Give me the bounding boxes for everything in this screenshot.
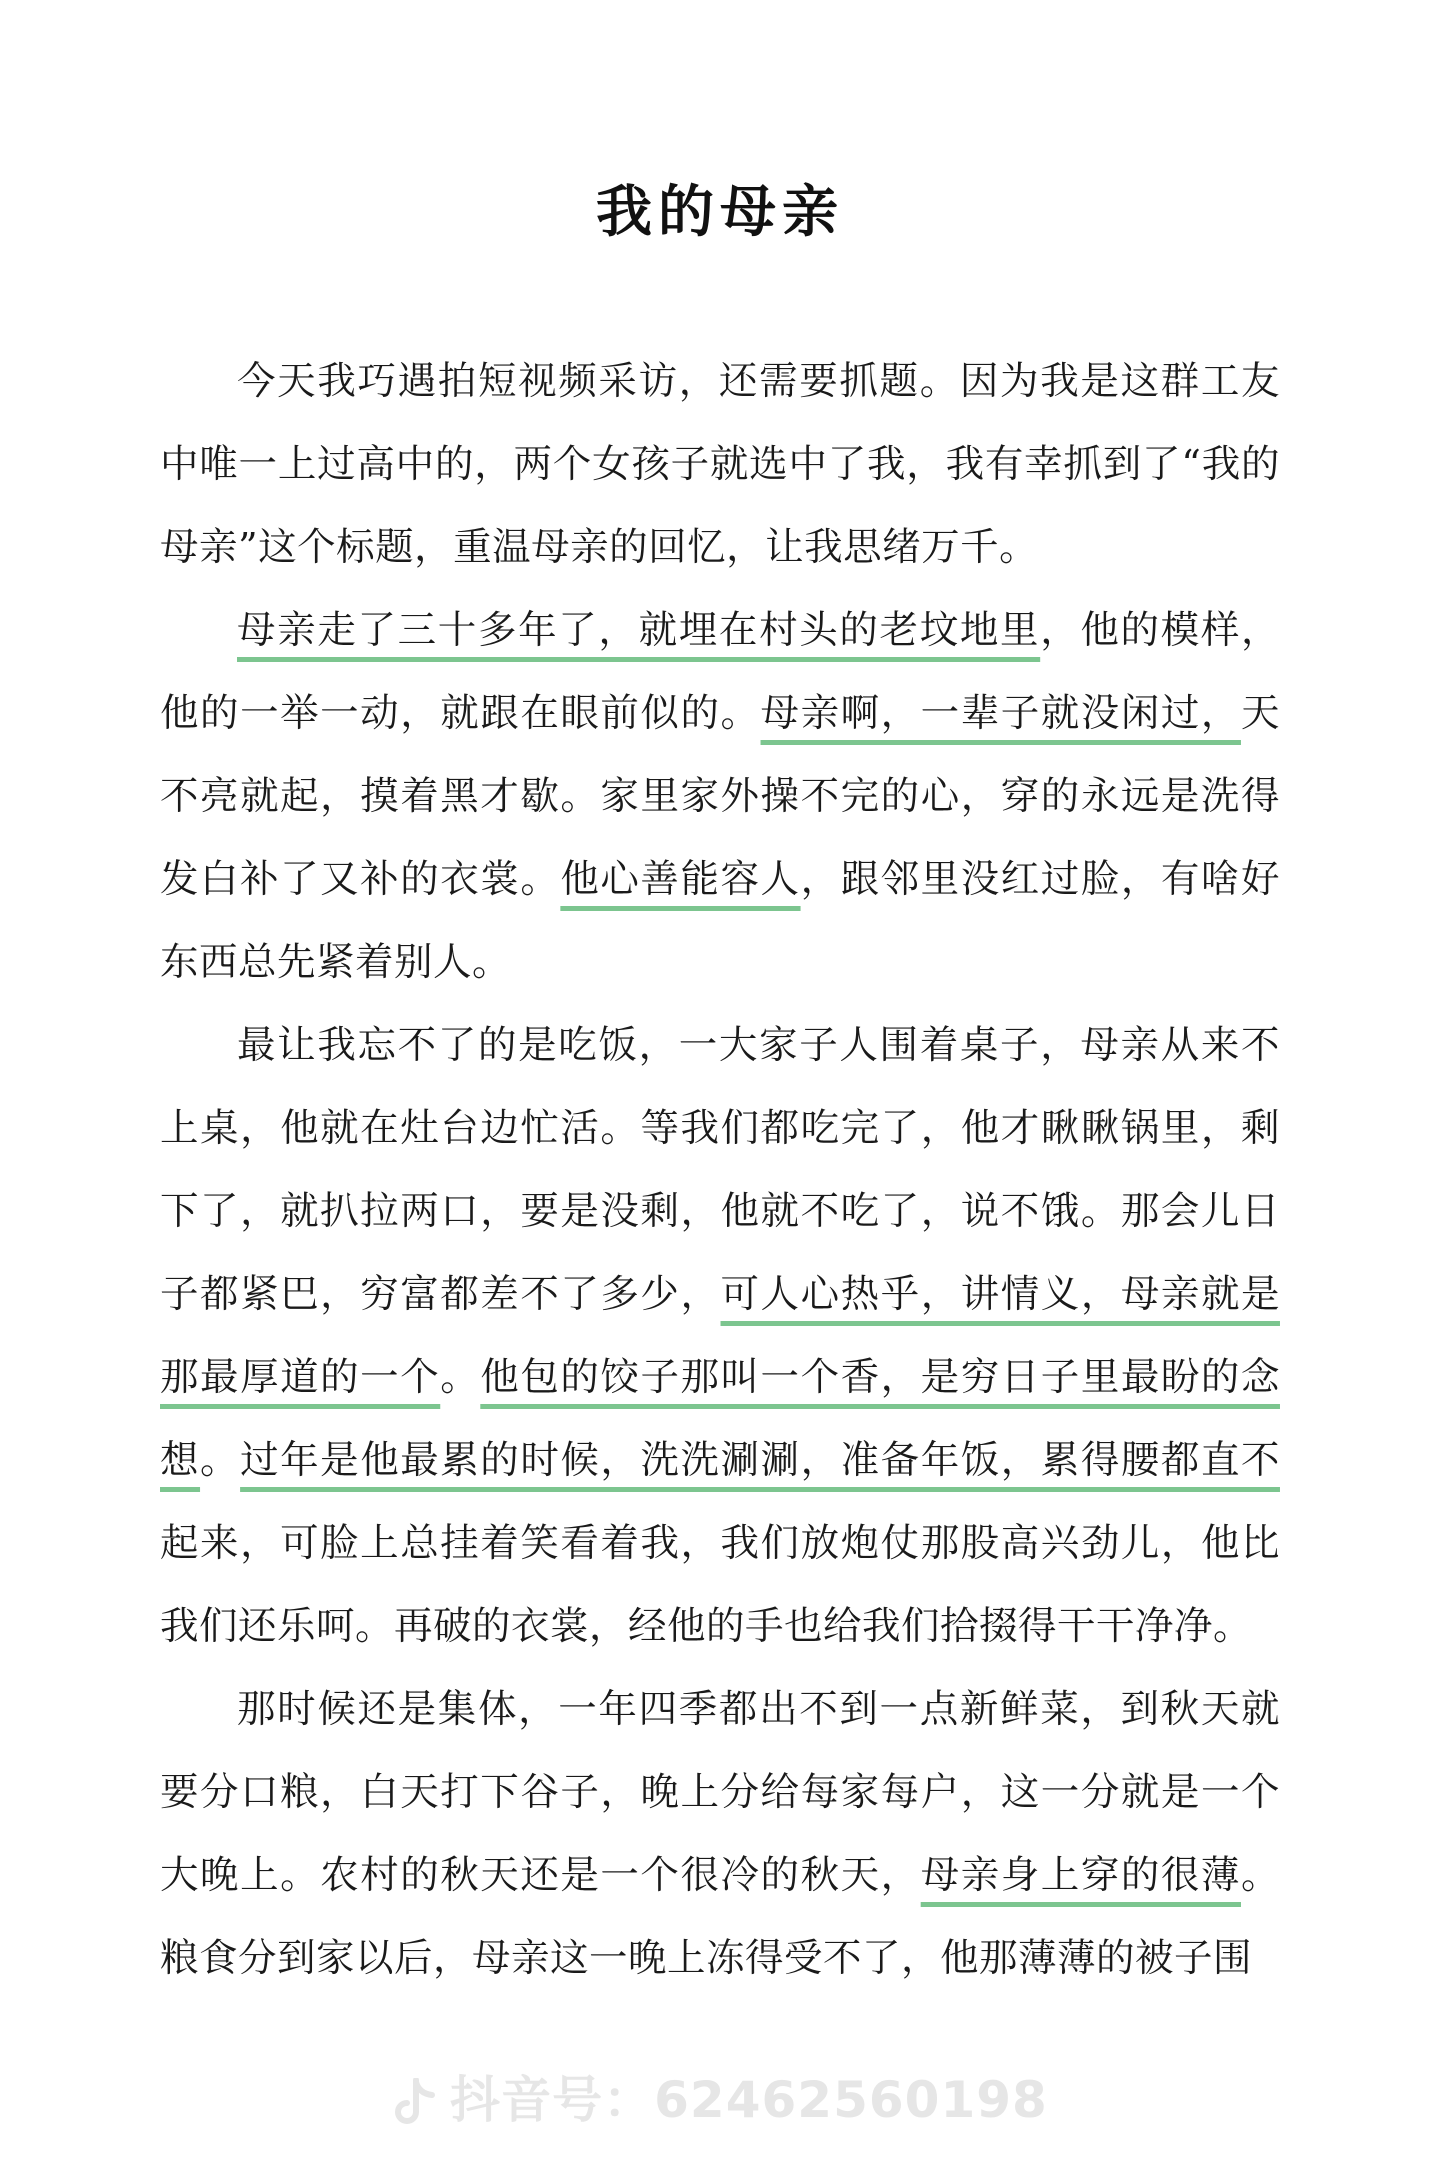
watermark bbox=[0, 2060, 1440, 2132]
text-run: 。 bbox=[200, 1438, 241, 1483]
paragraph bbox=[160, 1668, 1280, 2000]
paragraph bbox=[160, 1004, 1280, 1668]
text-run: 今天我巧遇拍短视频采访，还需要抓题。因为我是这群工友中唯一上过高中的，两个女孩子就选中了我，我有幸抓到了“我的母亲”这个标题，重温母亲的回忆，让我思绪万千。 bbox=[160, 359, 1280, 570]
text-run: ，他的模样，他的一举一动，就跟在眼前似的。 bbox=[160, 608, 1280, 736]
text-run: ，跟邻里没红过脸，有啥好东西总先紧着别人。 bbox=[160, 857, 1280, 985]
text-run: 。 bbox=[440, 1355, 481, 1400]
highlighted-text: 过年是他最累的时候，洗洗涮涮，准备年饭，累得腰都直不 bbox=[240, 1438, 1280, 1483]
paragraph bbox=[160, 340, 1280, 589]
text-run: 最让我忘不了的是吃饭，一大家子人围着桌子，母亲从来不上桌，他就在灶台边忙活。等我们都吃完了，他才瞅瞅锅里，剩下了，就扒拉两口，要是没剩，他就不吃了，说不饿。那会儿日子都紧巴，穷富都差不了多少， bbox=[160, 1023, 1280, 1317]
watermark-text: 抖音号：62462560198 bbox=[450, 2071, 1048, 2129]
highlighted-text: 母亲啊，一辈子就没闲过， bbox=[760, 691, 1241, 736]
document-body bbox=[160, 340, 1280, 2000]
highlighted-text: 可人心热乎，讲情义，母亲就是那最厚道的一个 bbox=[160, 1272, 1280, 1400]
highlighted-text: 母亲走了三十多年了，就埋在村头的老坟地里 bbox=[237, 608, 1041, 653]
text-run: 那时候还是集体，一年四季都出不到一点新鲜菜，到秋天就要分口粮，白天打下谷子，晚上分给每家每户，这一分就是一个大晚上。农村的秋天还是一个很冷的秋天， bbox=[160, 1687, 1280, 1898]
paragraph bbox=[160, 589, 1280, 1004]
highlighted-text: 他包的饺子那叫一个香，是穷日子里最盼的念想 bbox=[160, 1355, 1280, 1483]
text-run: 天不亮就起，摸着黑才歇。家里家外操不完的心，穿的永远是洗得发白补了又补的衣裳。 bbox=[160, 691, 1280, 902]
document-title: 我的母亲 bbox=[596, 179, 844, 245]
douyin-logo-icon bbox=[392, 2078, 436, 2130]
highlighted-text: 母亲身上穿的很薄 bbox=[920, 1853, 1241, 1898]
text-run: 。粮食分到家以后，母亲这一晚上冻得受不了，他那薄薄的被子围 bbox=[160, 1853, 1280, 1981]
text-run: 起来，可脸上总挂着笑看着我，我们放炮仗那股高兴劲儿，他比我们还乐呵。再破的衣裳，经他的手也给我们拾掇得干干净净。 bbox=[160, 1521, 1280, 1649]
highlighted-text: 他心善能容人 bbox=[560, 857, 801, 902]
